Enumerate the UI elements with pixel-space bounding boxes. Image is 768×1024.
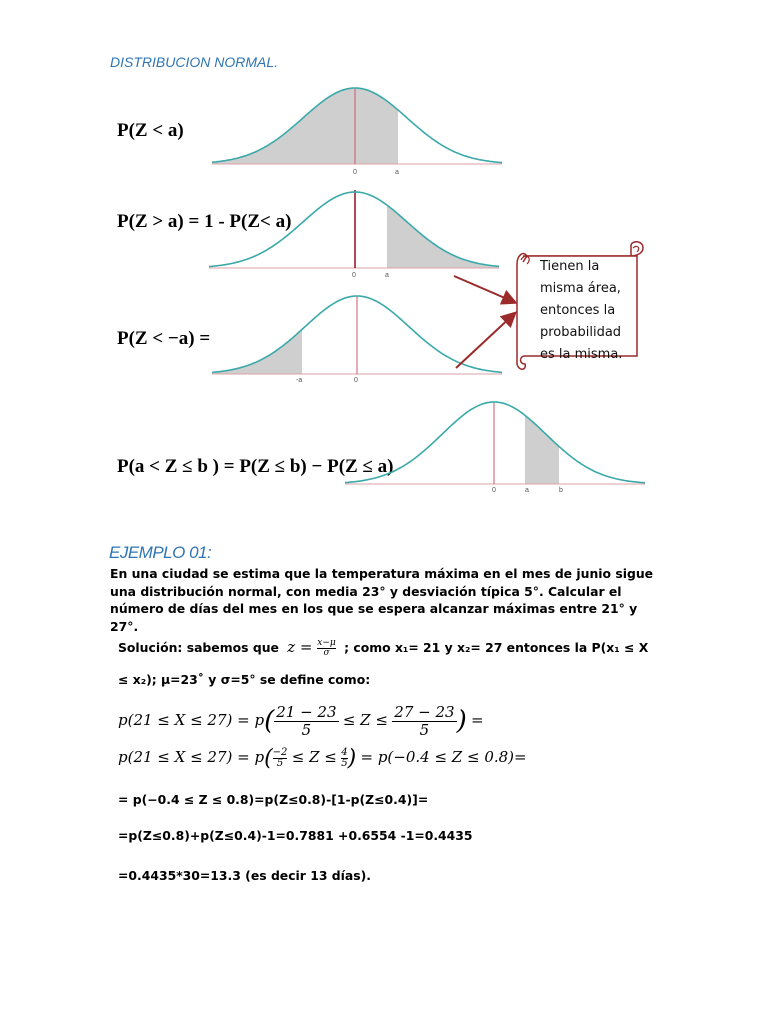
shaded-area-right bbox=[387, 205, 499, 268]
solution-line-6: =p(Z≤0.8)+p(Z≤0.4)-1=0.7881 +0.6554 -1=0.4435 bbox=[118, 828, 473, 843]
tick-label-zero: 0 bbox=[492, 487, 496, 494]
tick-label-a: a bbox=[395, 169, 399, 176]
tick-label-zero: 0 bbox=[352, 272, 356, 279]
solution-line-7: =0.4435*30=13.3 (es decir 13 días). bbox=[118, 868, 372, 883]
solution-line-3: p(21 ≤ X ≤ 27) = p( $\frac{21 - 23}{5}$ ≤ Z ≤ $\frac{27 - 23}{5}$ ) = bbox=[118, 703, 484, 739]
solution-line-4: p(21 ≤ X ≤ 27) = p( $\frac{-2}{5}$ ≤ Z ≤ $\frac{4}{5}$ ) = p(−0.4 ≤ Z ≤ 0.8)= bbox=[118, 746, 527, 771]
solution-line-1: Solución: sabemos que z = $\frac{x-\mu}{\sigma}$ ; como x₁= 21 y x₂= 27 entonces la P(x₁ ≤ X bbox=[118, 637, 649, 658]
normal-curve-graph-1 bbox=[212, 84, 502, 179]
tick-label-zero: 0 bbox=[354, 377, 358, 384]
shaded-area-between bbox=[525, 415, 559, 484]
formula-greater-than: P(Z > a) = 1 - P(Z< a) bbox=[117, 211, 292, 232]
z-formula: z = $\frac{x-\mu}{\sigma}$ bbox=[287, 637, 336, 658]
tick-label-a: a bbox=[525, 487, 529, 494]
normal-curve-graph-4 bbox=[345, 398, 645, 496]
tick-label-b: b bbox=[559, 487, 563, 494]
bell-curve bbox=[345, 402, 645, 483]
formula-less-than: P(Z < a) bbox=[117, 120, 184, 141]
shaded-area-left-tail bbox=[212, 329, 302, 374]
problem-statement: En una ciudad se estima que la temperatura máxima en el mes de junio sigue una distribución normal, con media 23° y desviación típica 5°. Calcular el número de días del mes en los que se espera alcanzar máximas entre 21° y 27°. bbox=[110, 566, 654, 634]
tick-label-minus-a: -a bbox=[296, 377, 303, 384]
callout-text: Tienen la misma área, entonces la probabilidad es la misma. bbox=[540, 259, 623, 362]
shaded-area-left bbox=[212, 88, 398, 164]
tick-label-zero: 0 bbox=[353, 169, 357, 176]
formula-less-than-negative: P(Z < −a) = bbox=[117, 328, 211, 349]
arrow-from-graph-3 bbox=[456, 314, 514, 368]
formula-between: P(a < Z ≤ b ) = P(Z ≤ b) − P(Z ≤ a) bbox=[117, 456, 394, 477]
solution-line-2: ≤ x₂); μ=23˚ y σ=5° se define como: bbox=[118, 672, 371, 687]
arrow-from-graph-2 bbox=[454, 276, 514, 302]
bell-curve bbox=[209, 192, 499, 267]
example-title: EJEMPLO 01: bbox=[109, 543, 212, 562]
solution-line-5: = p(−0.4 ≤ Z ≤ 0.8)=p(Z≤0.8)-[1-p(Z≤0.4)]= bbox=[118, 792, 429, 807]
tick-label-a: a bbox=[385, 272, 389, 279]
section-title: DISTRIBUCION NORMAL. bbox=[110, 54, 279, 70]
